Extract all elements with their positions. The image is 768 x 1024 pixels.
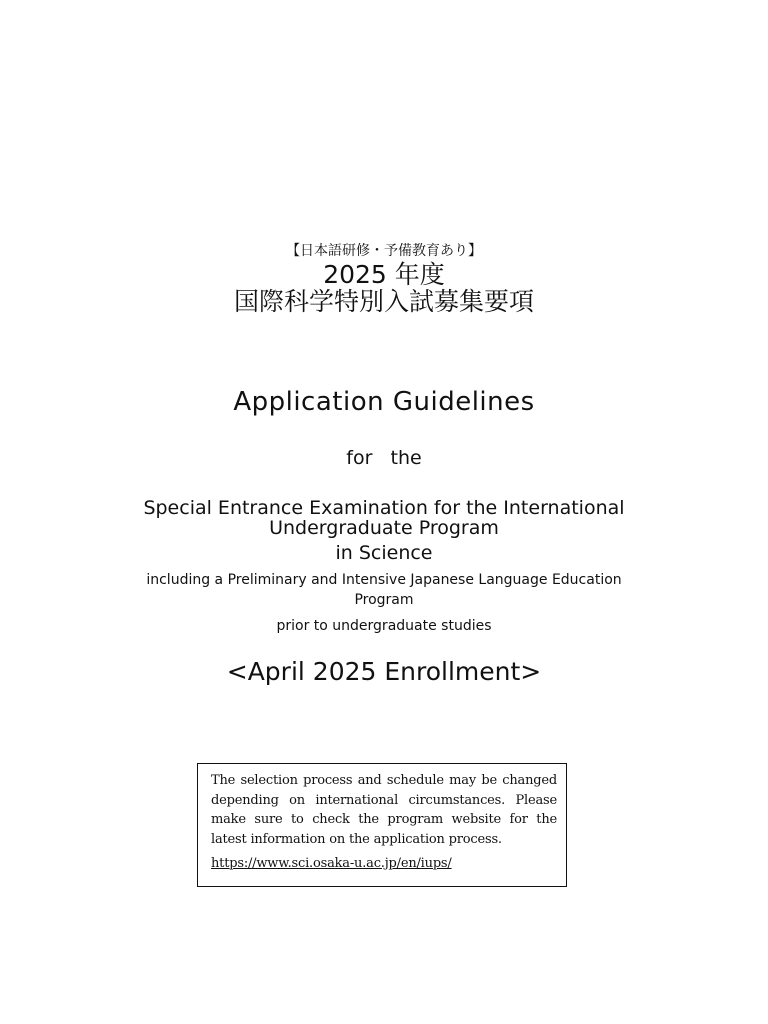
notice-box — [197, 763, 567, 887]
exam-name-line-2: Undergraduate Program — [269, 517, 499, 539]
for-the-text: for the — [346, 447, 422, 469]
exam-name-line-1: Special Entrance Examination for the International — [143, 497, 625, 519]
notice-text: The selection process and schedule may be changed depending on international circumstances. Please make sure to check the program website for the latest information on the application process. — [211, 773, 557, 847]
japanese-language-training-tag: 【日本語研修・予備教育あり】 — [286, 243, 482, 259]
english-document-title: Application Guidelines — [233, 387, 535, 417]
prior-to-studies-text: prior to undergraduate studies — [276, 618, 492, 634]
enrollment-period: <April 2025 Enrollment> — [226, 657, 542, 686]
including-program-line-1: including a Preliminary and Intensive Japanese Language Education — [146, 572, 622, 588]
japanese-document-title: 国際科学特別入試募集要項 — [233, 287, 534, 316]
exam-name-line-3: in Science — [335, 542, 433, 564]
including-program-line-2: Program — [354, 592, 414, 608]
program-website-link[interactable]: https://www.sci.osaka-u.ac.jp/en/iups/ — [211, 856, 452, 871]
japanese-academic-year: 2025 年度 — [323, 260, 445, 289]
